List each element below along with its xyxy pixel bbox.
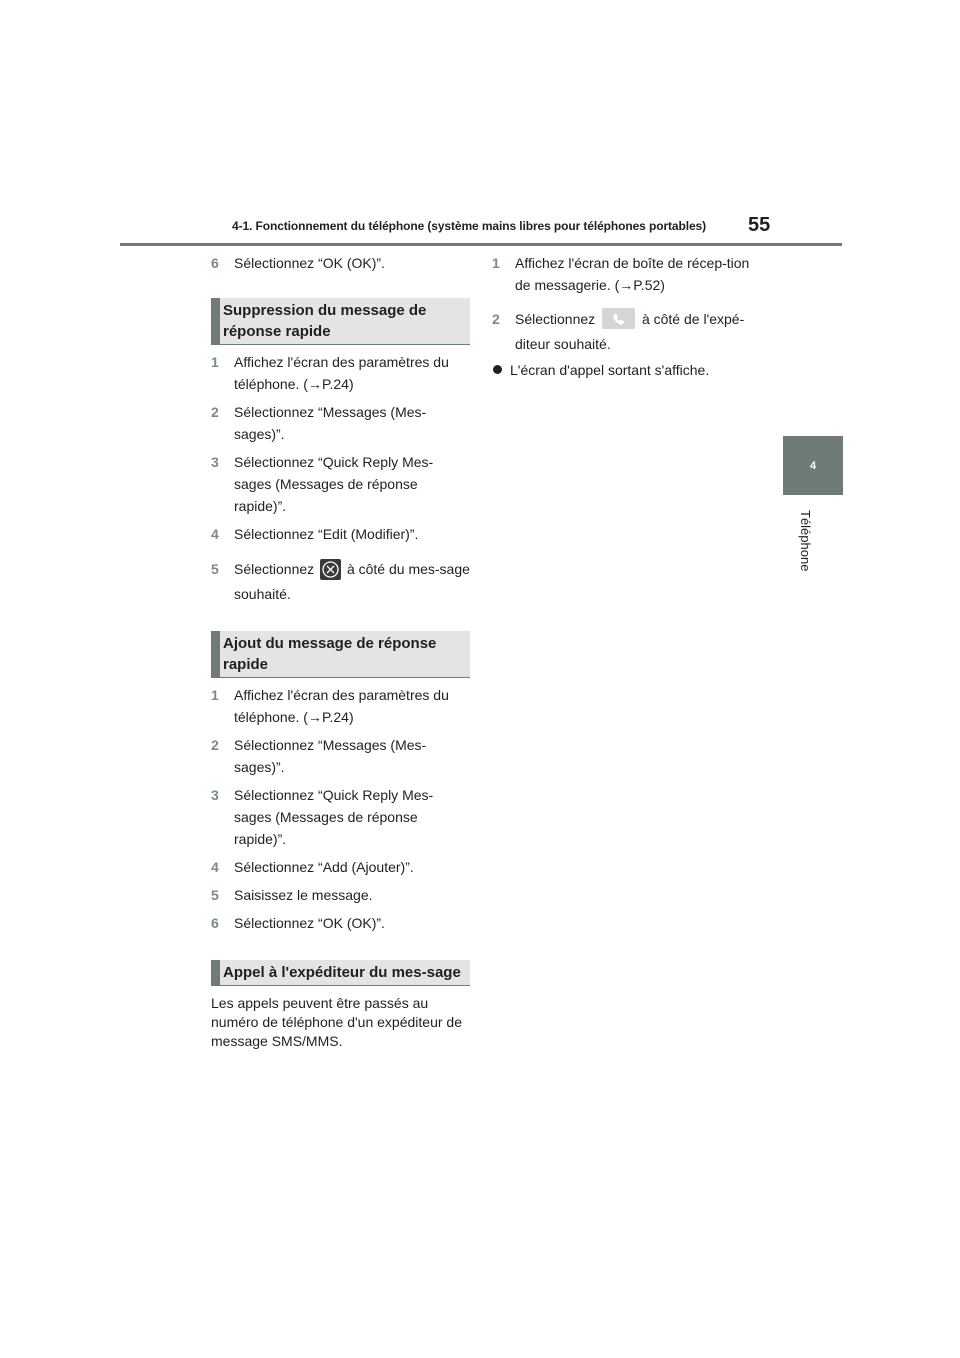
phone-icon — [602, 308, 635, 329]
chapter-name: Téléphone — [798, 510, 813, 572]
step-item — [211, 451, 470, 517]
section-steps-add — [211, 684, 470, 934]
chapter-number: 4 — [809, 459, 817, 472]
section-heading-add: Ajout du message de réponse rapide — [211, 631, 470, 678]
step-number: 1 — [211, 687, 219, 703]
page-header-title: 4-1. Fonctionnement du téléphone (système mains libres pour téléphones portables) — [232, 219, 706, 233]
step-number: 2 — [492, 311, 500, 327]
step-text-after: à côté du mes-sage souhaité. — [234, 561, 470, 602]
section-steps-delete — [211, 351, 470, 607]
step-item — [211, 684, 470, 728]
step-item — [211, 734, 470, 778]
bullet-text: L'écran d'appel sortant s'affiche. — [510, 362, 710, 378]
page-number: 55 — [748, 214, 771, 236]
step-number: 5 — [211, 887, 219, 903]
step-text: Sélectionnez “Edit (Modifier)”. — [234, 526, 419, 542]
step-number: 3 — [211, 454, 219, 470]
step-item — [492, 252, 752, 296]
step-text: Sélectionnez “Quick Reply Mes-sages (Messages de réponse rapide)”. — [234, 787, 434, 847]
step-text: Sélectionnez “OK (OK)”. — [234, 915, 385, 931]
step-number: 1 — [492, 255, 500, 271]
step-text: Affichez l'écran des paramètres du téléphone. (→P.24) — [234, 354, 449, 392]
chapter-tab[interactable] — [783, 436, 843, 495]
step-text: Sélectionnez “Messages (Mes-sages)”. — [234, 404, 427, 442]
step-item — [211, 351, 470, 395]
step-text-before: Sélectionnez — [234, 561, 315, 577]
step-text: Sélectionnez “OK (OK)”. — [234, 255, 385, 271]
step-text: Affichez l'écran des paramètres du téléphone. (→P.24) — [234, 687, 449, 725]
left-column — [211, 251, 470, 1051]
step-item — [211, 884, 470, 906]
step-item — [211, 912, 470, 934]
step-number: 4 — [211, 526, 219, 542]
step-item — [211, 784, 470, 850]
step-number: 2 — [211, 737, 219, 753]
step-text: Sélectionnez “Messages (Mes-sages)”. — [234, 737, 427, 775]
delete-circle-icon — [320, 559, 341, 580]
step-text: Affichez l'écran de boîte de récep-tion de messagerie. (→P.52) — [515, 255, 750, 293]
header-rule — [120, 243, 842, 246]
step-number: 4 — [211, 859, 219, 875]
right-column — [492, 251, 752, 381]
step-item — [211, 252, 470, 274]
step-item — [211, 401, 470, 445]
bullet-item — [492, 359, 752, 381]
step-text: Sélectionnez “Quick Reply Mes-sages (Messages de réponse rapide)”. — [234, 454, 434, 514]
step-number: 6 — [211, 255, 219, 271]
bullet-dot-icon — [493, 365, 502, 374]
step-text-before: Sélectionnez — [515, 311, 596, 327]
step-item — [492, 307, 752, 357]
section-heading-call-sender: Appel à l'expéditeur du mes-sage — [211, 960, 470, 986]
step-text: Sélectionnez “Add (Ajouter)”. — [234, 859, 414, 875]
step-item — [211, 523, 470, 545]
section-heading-delete: Suppression du message de réponse rapide — [211, 298, 470, 345]
step-number: 2 — [211, 404, 219, 420]
step-text-after: à côté de l'expé-diteur souhaité. — [515, 311, 745, 352]
step-number: 3 — [211, 787, 219, 803]
step-number: 1 — [211, 354, 219, 370]
step-number: 5 — [211, 561, 219, 577]
step-text: Saisissez le message. — [234, 887, 373, 903]
step-item — [211, 557, 470, 607]
step-number: 6 — [211, 915, 219, 931]
step-item — [211, 856, 470, 878]
paragraph-call-sender: Les appels peuvent être passés au numéro de téléphone d'un expéditeur de message SMS/MMS. — [211, 995, 462, 1049]
